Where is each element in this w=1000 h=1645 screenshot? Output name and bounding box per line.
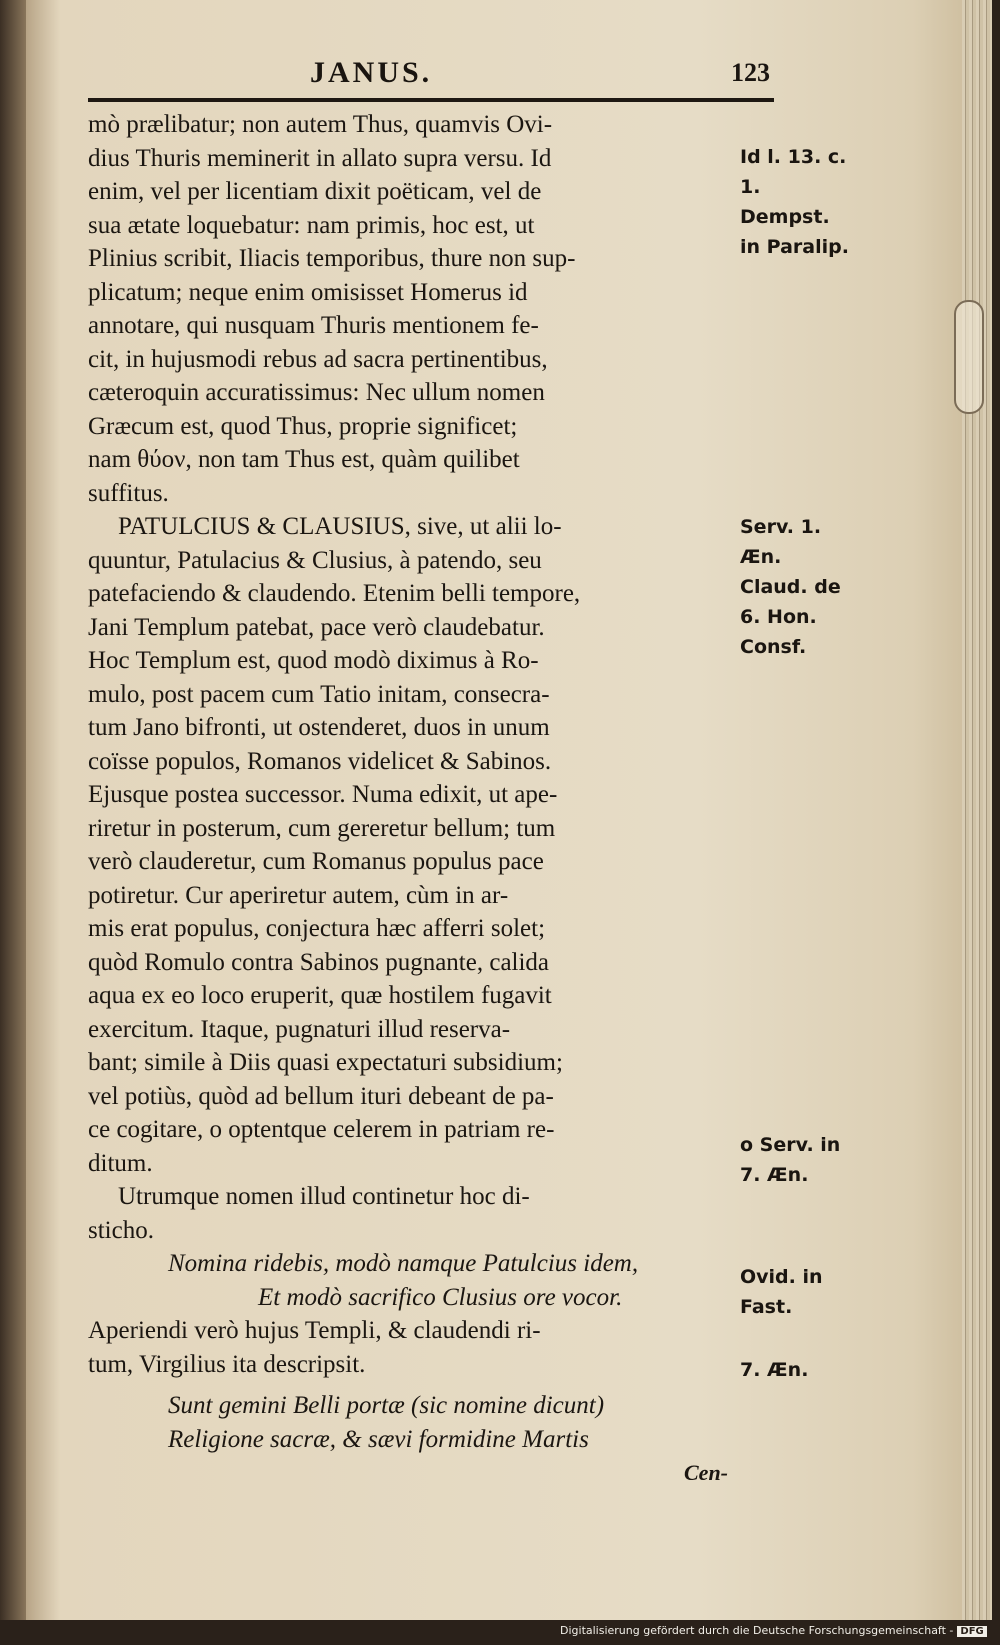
text-line: cit, in hujusmodi rebus ad sacra pertinentibus, <box>88 345 548 373</box>
body-text <box>88 108 728 1490</box>
marginal-note-line: 7. Æn. <box>740 1359 809 1381</box>
page-edge <box>962 0 992 1620</box>
marginal-note-line: 7. Æn. <box>740 1164 809 1186</box>
marginal-note-line: 6. Hon. <box>740 606 817 628</box>
text-line: sua ætate loquebatur: nam primis, hoc est, ut <box>88 211 535 239</box>
text-line: enim, vel per licentiam dixit poëticam, vel de <box>88 178 542 205</box>
text-line: tum, Virgilius ita descripsit. <box>88 1350 366 1378</box>
text-line: plicatum; neque enim omisisset Homerus id <box>88 278 528 306</box>
text-line: mò prælibatur; non autem Thus, quamvis Ovi- <box>88 111 553 138</box>
page-tab-marker <box>954 300 984 414</box>
marginal-note <box>740 1130 870 1190</box>
text-line: Ejusque postea successor. Numa edixit, ut ape- <box>88 781 558 808</box>
marginal-note-line: Dempst. <box>740 206 830 228</box>
running-title: JANUS. <box>310 56 433 89</box>
marginal-note-line: Fast. <box>740 1296 793 1318</box>
text-line: Plinius scribit, Iliacis temporibus, thure non sup- <box>88 245 576 272</box>
marginal-note-line: Ovid. in <box>740 1266 823 1288</box>
text-line: Hoc Templum est, quod modò diximus à Ro- <box>88 647 539 674</box>
text-line: patefaciendo & claudendo. Etenim belli tempore, <box>88 580 581 607</box>
text-line: Utrumque nomen illud continetur hoc di- <box>118 1183 530 1210</box>
marginal-note <box>740 1262 870 1322</box>
running-header <box>90 48 770 88</box>
text-line: aqua ex eo loco eruperit, quæ hostilem fugavit <box>88 982 552 1009</box>
text-line: coïsse populos, Romanos videlicet & Sabinos. <box>88 747 552 775</box>
verse-line: Nomina ridebis, modò namque Patulcius idem, <box>168 1250 639 1277</box>
text-line: mis erat populus, conjectura hæc afferri solet; <box>88 915 546 942</box>
marginal-note <box>740 512 870 662</box>
marginal-note <box>740 142 870 262</box>
text-line: bant; simile à Diis quasi expectaturi subsidium; <box>88 1049 563 1076</box>
text-line: vel potiùs, quòd ad bellum ituri debeant de pa- <box>88 1082 554 1110</box>
text-line: Aperiendi verò hujus Templi, & claudendi ri- <box>88 1317 541 1344</box>
text-line: quòd Romulo contra Sabinos pugnante, calida <box>88 948 550 976</box>
text-line: Jani Templum patebat, pace verò claudebatur. <box>88 613 545 641</box>
text-line: annotare, qui nusquam Thuris mentionem fe- <box>88 312 539 339</box>
dfg-logo: DFG <box>957 1626 986 1637</box>
text-line: quuntur, Patulacius & Clusius, à patendo, seu <box>88 546 542 574</box>
text-line: verò clauderetur, cum Romanus populus pace <box>88 848 544 875</box>
marginal-note-line: Serv. 1. <box>740 516 822 538</box>
marginal-note-line: Æn. <box>740 546 782 568</box>
verse-line: Et modò sacrifico Clusius ore vocor. <box>258 1283 623 1311</box>
marginal-note-line: Consf. <box>740 636 807 658</box>
text-line: PATULCIUS & CLAUSIUS, sive, ut alii lo- <box>118 513 562 540</box>
marginal-note-line: in Paralip. <box>740 236 849 258</box>
text-line: mulo, post pacem cum Tatio initam, consecra- <box>88 680 550 708</box>
header-rule <box>88 98 774 102</box>
text-line: dius Thuris meminerit in allato supra versu. Id <box>88 144 552 172</box>
text-line: ce cogitare, o optentque celerem in patriam re- <box>88 1116 555 1143</box>
verse-line: Sunt gemini Belli portæ (sic nomine dicunt) <box>168 1392 605 1419</box>
text-line: potiretur. Cur aperiretur autem, cùm in ar- <box>88 881 509 909</box>
text-line: Græcum est, quod Thus, proprie significet; <box>88 412 518 440</box>
verse-line: Religione sacræ, & sævi formidine Martis <box>168 1425 589 1453</box>
text-line: suffitus. <box>88 479 169 507</box>
marginal-note-line: Claud. de <box>740 576 841 598</box>
credit-text: Digitalisierung gefördert durch die Deutsche Forschungsgemeinschaft - <box>560 1624 954 1637</box>
text-line: exercitum. Itaque, pugnaturi illud reserva- <box>88 1015 511 1043</box>
page-gutter <box>0 0 26 1620</box>
text-line: ditum. <box>88 1149 153 1177</box>
verse-gap <box>88 1381 728 1389</box>
text-line: cæteroquin accuratissimus: Nec ullum nomen <box>88 379 545 406</box>
marginal-note-line: Id l. 13. c. 1. <box>740 146 847 198</box>
marginal-note <box>740 1355 870 1385</box>
text-line: sticho. <box>88 1216 154 1244</box>
text-line: tum Jano bifronti, ut ostenderet, duos in unum <box>88 714 550 741</box>
text-line: riretur in posterum, cum gereretur bellum; tum <box>88 814 556 842</box>
catchword: Cen- <box>684 1460 728 1485</box>
digitization-credit <box>560 1624 987 1637</box>
page-number: 123 <box>731 58 770 87</box>
text-line: nam θύον, non tam Thus est, quàm quilibet <box>88 446 520 473</box>
marginal-note-line: o Serv. in <box>740 1134 841 1156</box>
